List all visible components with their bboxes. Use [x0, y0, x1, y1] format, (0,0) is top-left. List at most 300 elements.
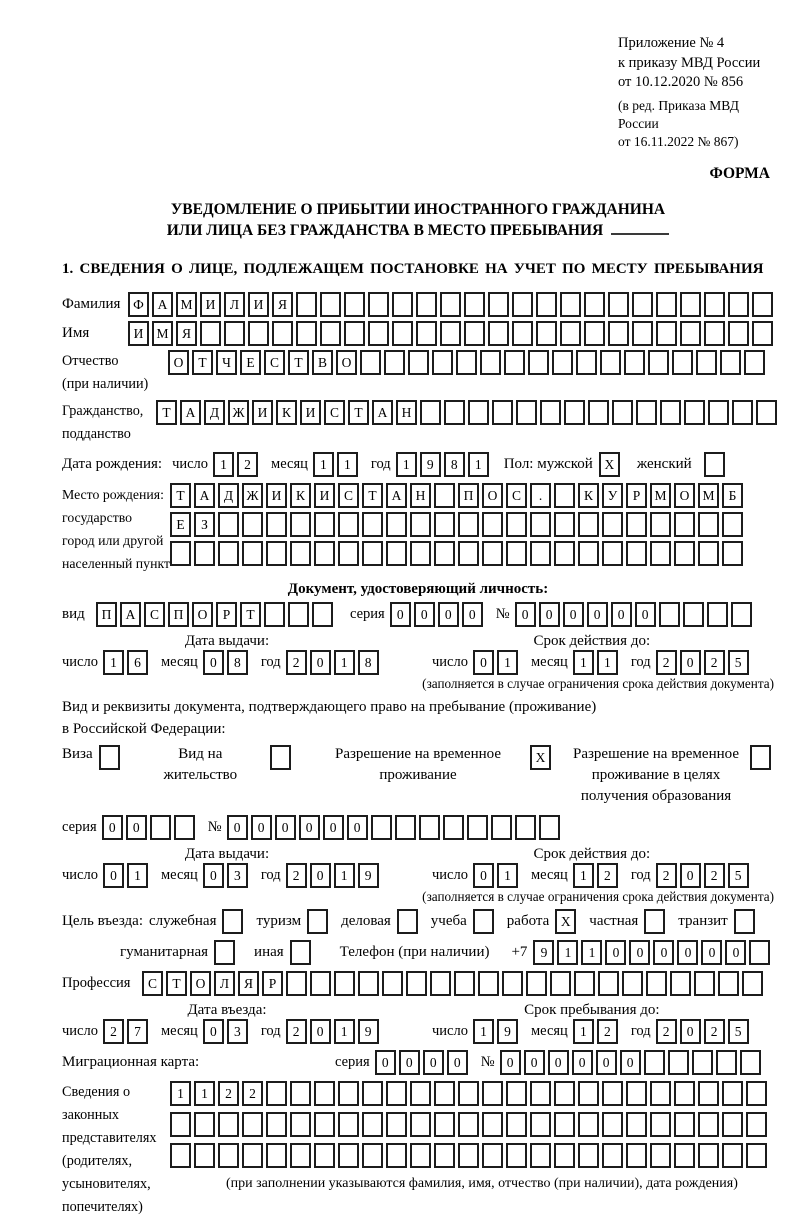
char-cell[interactable]: Я	[238, 971, 259, 996]
char-cell[interactable]: 0	[539, 602, 560, 627]
char-cell[interactable]	[368, 292, 389, 317]
char-cell[interactable]	[443, 815, 464, 840]
char-cell[interactable]: 0	[375, 1050, 396, 1075]
char-cell[interactable]	[588, 400, 609, 425]
char-cell[interactable]	[728, 321, 749, 346]
char-cell[interactable]	[646, 971, 667, 996]
char-cell[interactable]	[338, 1112, 359, 1137]
char-cell[interactable]: 1	[573, 1019, 594, 1044]
char-cell[interactable]	[320, 292, 341, 317]
char-cell[interactable]: 8	[227, 650, 248, 675]
char-cell[interactable]	[170, 1112, 191, 1137]
char-cell[interactable]	[290, 1143, 311, 1168]
char-cell[interactable]: Т	[362, 483, 383, 508]
char-cell[interactable]	[99, 745, 120, 770]
char-cell[interactable]: И	[314, 483, 335, 508]
char-cell[interactable]: 0	[275, 815, 296, 840]
char-cell[interactable]: 0	[299, 815, 320, 840]
char-cell[interactable]	[371, 815, 392, 840]
char-cell[interactable]	[248, 321, 269, 346]
char-cell[interactable]	[756, 400, 777, 425]
char-cell[interactable]	[530, 541, 551, 566]
char-cell[interactable]	[578, 1081, 599, 1106]
char-cell[interactable]	[362, 541, 383, 566]
char-cell[interactable]: С	[142, 971, 163, 996]
purpose-tourism-checkbox[interactable]	[307, 909, 331, 934]
char-cell[interactable]	[650, 512, 671, 537]
char-cell[interactable]: Е	[240, 350, 261, 375]
char-cell[interactable]	[698, 512, 719, 537]
char-cell[interactable]	[644, 1050, 665, 1075]
char-cell[interactable]	[344, 292, 365, 317]
char-cell[interactable]	[194, 541, 215, 566]
char-cell[interactable]	[410, 1081, 431, 1106]
char-cell[interactable]: М	[152, 321, 173, 346]
char-cell[interactable]: 0	[447, 1050, 468, 1075]
char-cell[interactable]	[218, 1112, 239, 1137]
char-cell[interactable]	[704, 321, 725, 346]
char-cell[interactable]	[674, 1143, 695, 1168]
sex-female-checkbox[interactable]	[704, 452, 728, 477]
char-cell[interactable]	[290, 512, 311, 537]
char-cell[interactable]	[214, 940, 235, 965]
char-cell[interactable]: Р	[262, 971, 283, 996]
char-cell[interactable]	[473, 909, 494, 934]
char-cell[interactable]	[722, 1143, 743, 1168]
char-cell[interactable]: 9	[358, 1019, 379, 1044]
char-cell[interactable]	[744, 350, 765, 375]
char-cell[interactable]	[530, 1143, 551, 1168]
char-cell[interactable]	[264, 602, 285, 627]
char-cell[interactable]: 2	[286, 1019, 307, 1044]
char-cell[interactable]	[444, 400, 465, 425]
representatives-row1-cells[interactable]	[170, 1081, 770, 1106]
char-cell[interactable]	[674, 512, 695, 537]
char-cell[interactable]	[696, 350, 717, 375]
char-cell[interactable]: 2	[218, 1081, 239, 1106]
char-cell[interactable]: .	[530, 483, 551, 508]
char-cell[interactable]	[608, 321, 629, 346]
doc-expiry-year-cells[interactable]	[656, 650, 752, 675]
char-cell[interactable]: 2	[656, 650, 677, 675]
char-cell[interactable]: И	[300, 400, 321, 425]
char-cell[interactable]	[338, 512, 359, 537]
purpose-other-checkbox[interactable]	[290, 940, 314, 965]
char-cell[interactable]	[512, 292, 533, 317]
char-cell[interactable]: О	[336, 350, 357, 375]
char-cell[interactable]: Е	[170, 512, 191, 537]
char-cell[interactable]	[584, 321, 605, 346]
char-cell[interactable]	[680, 292, 701, 317]
char-cell[interactable]: И	[266, 483, 287, 508]
char-cell[interactable]: 0	[653, 940, 674, 965]
char-cell[interactable]	[488, 321, 509, 346]
char-cell[interactable]	[395, 815, 416, 840]
char-cell[interactable]: 5	[728, 863, 749, 888]
char-cell[interactable]	[718, 971, 739, 996]
purpose-transit-checkbox[interactable]	[734, 909, 758, 934]
char-cell[interactable]	[722, 1081, 743, 1106]
char-cell[interactable]: 0	[680, 650, 701, 675]
residence-expiry-year-cells[interactable]	[656, 863, 752, 888]
char-cell[interactable]: Р	[216, 602, 237, 627]
char-cell[interactable]: 1	[497, 863, 518, 888]
char-cell[interactable]	[704, 452, 725, 477]
char-cell[interactable]	[626, 1081, 647, 1106]
char-cell[interactable]	[290, 1081, 311, 1106]
purpose-official-checkbox[interactable]	[222, 909, 246, 934]
char-cell[interactable]	[578, 541, 599, 566]
char-cell[interactable]: 0	[102, 815, 123, 840]
char-cell[interactable]: 2	[103, 1019, 124, 1044]
char-cell[interactable]	[434, 1143, 455, 1168]
char-cell[interactable]: 9	[533, 940, 554, 965]
char-cell[interactable]: С	[144, 602, 165, 627]
char-cell[interactable]: Я	[176, 321, 197, 346]
residence-expiry-month-cells[interactable]	[573, 863, 621, 888]
char-cell[interactable]	[434, 512, 455, 537]
char-cell[interactable]: Т	[288, 350, 309, 375]
char-cell[interactable]: 0	[620, 1050, 641, 1075]
citizenship-cells[interactable]	[156, 400, 780, 425]
temp-residence-education-checkbox[interactable]	[750, 745, 774, 770]
char-cell[interactable]	[674, 541, 695, 566]
char-cell[interactable]	[222, 909, 243, 934]
char-cell[interactable]: Т	[240, 602, 261, 627]
char-cell[interactable]: 0	[251, 815, 272, 840]
char-cell[interactable]: 0	[203, 650, 224, 675]
doc-expiry-day-cells[interactable]	[473, 650, 521, 675]
char-cell[interactable]	[636, 400, 657, 425]
char-cell[interactable]: В	[312, 350, 333, 375]
char-cell[interactable]	[194, 1112, 215, 1137]
char-cell[interactable]: О	[168, 350, 189, 375]
char-cell[interactable]	[708, 400, 729, 425]
stay-year-cells[interactable]	[656, 1019, 752, 1044]
birth-place-row2-cells[interactable]	[170, 512, 746, 537]
visa-checkbox[interactable]	[99, 745, 123, 770]
char-cell[interactable]	[456, 350, 477, 375]
char-cell[interactable]: 2	[656, 863, 677, 888]
sex-male-checkbox[interactable]	[599, 452, 623, 477]
char-cell[interactable]	[752, 321, 773, 346]
char-cell[interactable]	[746, 1143, 767, 1168]
char-cell[interactable]	[492, 400, 513, 425]
char-cell[interactable]: А	[372, 400, 393, 425]
char-cell[interactable]	[656, 292, 677, 317]
char-cell[interactable]: 1	[468, 452, 489, 477]
char-cell[interactable]	[454, 971, 475, 996]
char-cell[interactable]: 2	[656, 1019, 677, 1044]
char-cell[interactable]	[170, 541, 191, 566]
char-cell[interactable]	[288, 602, 309, 627]
migration-series-cells[interactable]	[375, 1050, 471, 1075]
char-cell[interactable]	[650, 1143, 671, 1168]
birth-month-cells[interactable]	[313, 452, 361, 477]
char-cell[interactable]	[656, 321, 677, 346]
char-cell[interactable]: 0	[462, 602, 483, 627]
char-cell[interactable]	[608, 292, 629, 317]
char-cell[interactable]	[698, 1081, 719, 1106]
char-cell[interactable]: 1	[334, 863, 355, 888]
char-cell[interactable]: 0	[438, 602, 459, 627]
char-cell[interactable]	[683, 602, 704, 627]
residence-expiry-day-cells[interactable]	[473, 863, 521, 888]
char-cell[interactable]: Т	[166, 971, 187, 996]
birth-place-row3-cells[interactable]	[170, 541, 746, 566]
char-cell[interactable]: Т	[192, 350, 213, 375]
char-cell[interactable]: З	[194, 512, 215, 537]
char-cell[interactable]	[408, 350, 429, 375]
char-cell[interactable]: П	[168, 602, 189, 627]
char-cell[interactable]	[692, 1050, 713, 1075]
char-cell[interactable]: 0	[126, 815, 147, 840]
char-cell[interactable]: 3	[227, 863, 248, 888]
char-cell[interactable]	[286, 971, 307, 996]
char-cell[interactable]	[574, 971, 595, 996]
char-cell[interactable]: О	[192, 602, 213, 627]
char-cell[interactable]	[386, 1081, 407, 1106]
char-cell[interactable]	[430, 971, 451, 996]
char-cell[interactable]	[362, 1081, 383, 1106]
char-cell[interactable]	[358, 971, 379, 996]
char-cell[interactable]	[680, 321, 701, 346]
char-cell[interactable]: 1	[337, 452, 358, 477]
char-cell[interactable]	[384, 350, 405, 375]
char-cell[interactable]	[698, 1143, 719, 1168]
char-cell[interactable]: Л	[224, 292, 245, 317]
char-cell[interactable]: 1	[194, 1081, 215, 1106]
char-cell[interactable]: 0	[203, 1019, 224, 1044]
char-cell[interactable]	[266, 1143, 287, 1168]
char-cell[interactable]	[386, 1112, 407, 1137]
char-cell[interactable]	[480, 350, 501, 375]
char-cell[interactable]: 1	[581, 940, 602, 965]
doc-kind-cells[interactable]	[96, 602, 336, 627]
char-cell[interactable]	[338, 1081, 359, 1106]
char-cell[interactable]: М	[698, 483, 719, 508]
char-cell[interactable]	[536, 292, 557, 317]
migration-number-cells[interactable]	[500, 1050, 764, 1075]
entry-day-cells[interactable]	[103, 1019, 151, 1044]
phone-cells[interactable]	[533, 940, 773, 965]
char-cell[interactable]	[674, 1081, 695, 1106]
char-cell[interactable]	[626, 541, 647, 566]
purpose-private-checkbox[interactable]	[644, 909, 668, 934]
char-cell[interactable]: С	[324, 400, 345, 425]
char-cell[interactable]: 0	[548, 1050, 569, 1075]
residence-issue-year-cells[interactable]	[286, 863, 382, 888]
char-cell[interactable]: 9	[358, 863, 379, 888]
char-cell[interactable]	[659, 602, 680, 627]
char-cell[interactable]: 0	[203, 863, 224, 888]
char-cell[interactable]	[416, 321, 437, 346]
char-cell[interactable]: 2	[237, 452, 258, 477]
char-cell[interactable]	[698, 541, 719, 566]
char-cell[interactable]	[506, 1112, 527, 1137]
char-cell[interactable]: Д	[218, 483, 239, 508]
representatives-row2-cells[interactable]	[170, 1112, 770, 1137]
char-cell[interactable]: П	[96, 602, 117, 627]
char-cell[interactable]	[482, 1081, 503, 1106]
char-cell[interactable]: 1	[557, 940, 578, 965]
stay-month-cells[interactable]	[573, 1019, 621, 1044]
char-cell[interactable]	[314, 1112, 335, 1137]
char-cell[interactable]	[732, 400, 753, 425]
char-cell[interactable]: С	[264, 350, 285, 375]
char-cell[interactable]	[644, 909, 665, 934]
char-cell[interactable]	[674, 1112, 695, 1137]
char-cell[interactable]: О	[482, 483, 503, 508]
char-cell[interactable]: Д	[204, 400, 225, 425]
char-cell[interactable]	[554, 1081, 575, 1106]
char-cell[interactable]: 0	[611, 602, 632, 627]
char-cell[interactable]: 8	[444, 452, 465, 477]
char-cell[interactable]	[266, 541, 287, 566]
char-cell[interactable]: X	[555, 909, 576, 934]
char-cell[interactable]	[752, 292, 773, 317]
char-cell[interactable]: 0	[500, 1050, 521, 1075]
char-cell[interactable]	[458, 512, 479, 537]
char-cell[interactable]: И	[200, 292, 221, 317]
birth-place-row1-cells[interactable]	[170, 483, 746, 508]
char-cell[interactable]	[290, 1112, 311, 1137]
char-cell[interactable]	[612, 400, 633, 425]
char-cell[interactable]: 0	[103, 863, 124, 888]
char-cell[interactable]	[602, 1081, 623, 1106]
char-cell[interactable]: 5	[728, 1019, 749, 1044]
char-cell[interactable]	[540, 400, 561, 425]
char-cell[interactable]: 2	[242, 1081, 263, 1106]
char-cell[interactable]: С	[506, 483, 527, 508]
char-cell[interactable]: 0	[399, 1050, 420, 1075]
profession-cells[interactable]	[142, 971, 766, 996]
char-cell[interactable]	[416, 292, 437, 317]
char-cell[interactable]: 2	[286, 650, 307, 675]
char-cell[interactable]: М	[176, 292, 197, 317]
char-cell[interactable]	[552, 350, 573, 375]
char-cell[interactable]	[602, 1143, 623, 1168]
char-cell[interactable]	[515, 815, 536, 840]
char-cell[interactable]: А	[194, 483, 215, 508]
char-cell[interactable]: 2	[597, 863, 618, 888]
char-cell[interactable]	[536, 321, 557, 346]
char-cell[interactable]: П	[458, 483, 479, 508]
char-cell[interactable]	[506, 512, 527, 537]
temp-residence-checkbox[interactable]	[530, 745, 554, 770]
char-cell[interactable]	[624, 350, 645, 375]
char-cell[interactable]: И	[248, 292, 269, 317]
char-cell[interactable]	[554, 1112, 575, 1137]
char-cell[interactable]	[320, 321, 341, 346]
char-cell[interactable]: 0	[310, 1019, 331, 1044]
char-cell[interactable]	[432, 350, 453, 375]
char-cell[interactable]	[266, 1081, 287, 1106]
char-cell[interactable]	[698, 1112, 719, 1137]
char-cell[interactable]	[670, 971, 691, 996]
char-cell[interactable]	[576, 350, 597, 375]
char-cell[interactable]: Б	[722, 483, 743, 508]
char-cell[interactable]	[290, 541, 311, 566]
residence-issue-day-cells[interactable]	[103, 863, 151, 888]
char-cell[interactable]	[478, 971, 499, 996]
char-cell[interactable]: 0	[227, 815, 248, 840]
char-cell[interactable]	[468, 400, 489, 425]
char-cell[interactable]: 1	[473, 1019, 494, 1044]
char-cell[interactable]: 0	[310, 650, 331, 675]
residence-number-cells[interactable]	[227, 815, 563, 840]
char-cell[interactable]	[602, 541, 623, 566]
char-cell[interactable]	[731, 602, 752, 627]
char-cell[interactable]	[650, 541, 671, 566]
char-cell[interactable]: 5	[728, 650, 749, 675]
char-cell[interactable]: С	[338, 483, 359, 508]
char-cell[interactable]	[314, 1081, 335, 1106]
doc-number-cells[interactable]	[515, 602, 755, 627]
char-cell[interactable]	[386, 512, 407, 537]
char-cell[interactable]	[578, 512, 599, 537]
char-cell[interactable]	[600, 350, 621, 375]
char-cell[interactable]	[626, 1143, 647, 1168]
char-cell[interactable]	[526, 971, 547, 996]
residence-issue-month-cells[interactable]	[203, 863, 251, 888]
char-cell[interactable]	[434, 541, 455, 566]
purpose-work-checkbox[interactable]	[555, 909, 579, 934]
char-cell[interactable]	[560, 292, 581, 317]
char-cell[interactable]	[386, 1143, 407, 1168]
char-cell[interactable]	[270, 745, 291, 770]
char-cell[interactable]: А	[152, 292, 173, 317]
char-cell[interactable]: Л	[214, 971, 235, 996]
char-cell[interactable]	[722, 1112, 743, 1137]
char-cell[interactable]	[482, 1143, 503, 1168]
char-cell[interactable]	[506, 541, 527, 566]
char-cell[interactable]	[360, 350, 381, 375]
char-cell[interactable]: 0	[524, 1050, 545, 1075]
char-cell[interactable]: 1	[103, 650, 124, 675]
char-cell[interactable]	[296, 292, 317, 317]
char-cell[interactable]: 1	[497, 650, 518, 675]
birth-year-cells[interactable]	[396, 452, 492, 477]
char-cell[interactable]: 2	[704, 650, 725, 675]
char-cell[interactable]: 1	[396, 452, 417, 477]
char-cell[interactable]	[512, 321, 533, 346]
char-cell[interactable]: 0	[605, 940, 626, 965]
char-cell[interactable]: Т	[170, 483, 191, 508]
char-cell[interactable]	[194, 1143, 215, 1168]
char-cell[interactable]: 6	[127, 650, 148, 675]
char-cell[interactable]: К	[276, 400, 297, 425]
char-cell[interactable]	[344, 321, 365, 346]
char-cell[interactable]	[602, 1112, 623, 1137]
char-cell[interactable]: 1	[170, 1081, 191, 1106]
char-cell[interactable]	[406, 971, 427, 996]
char-cell[interactable]: 9	[420, 452, 441, 477]
char-cell[interactable]	[750, 745, 771, 770]
char-cell[interactable]	[200, 321, 221, 346]
char-cell[interactable]	[564, 400, 585, 425]
char-cell[interactable]: 1	[213, 452, 234, 477]
char-cell[interactable]	[530, 1081, 551, 1106]
char-cell[interactable]	[530, 512, 551, 537]
char-cell[interactable]	[622, 971, 643, 996]
char-cell[interactable]	[467, 815, 488, 840]
char-cell[interactable]	[242, 512, 263, 537]
char-cell[interactable]	[464, 292, 485, 317]
char-cell[interactable]	[684, 400, 705, 425]
char-cell[interactable]: Я	[272, 292, 293, 317]
char-cell[interactable]	[272, 321, 293, 346]
